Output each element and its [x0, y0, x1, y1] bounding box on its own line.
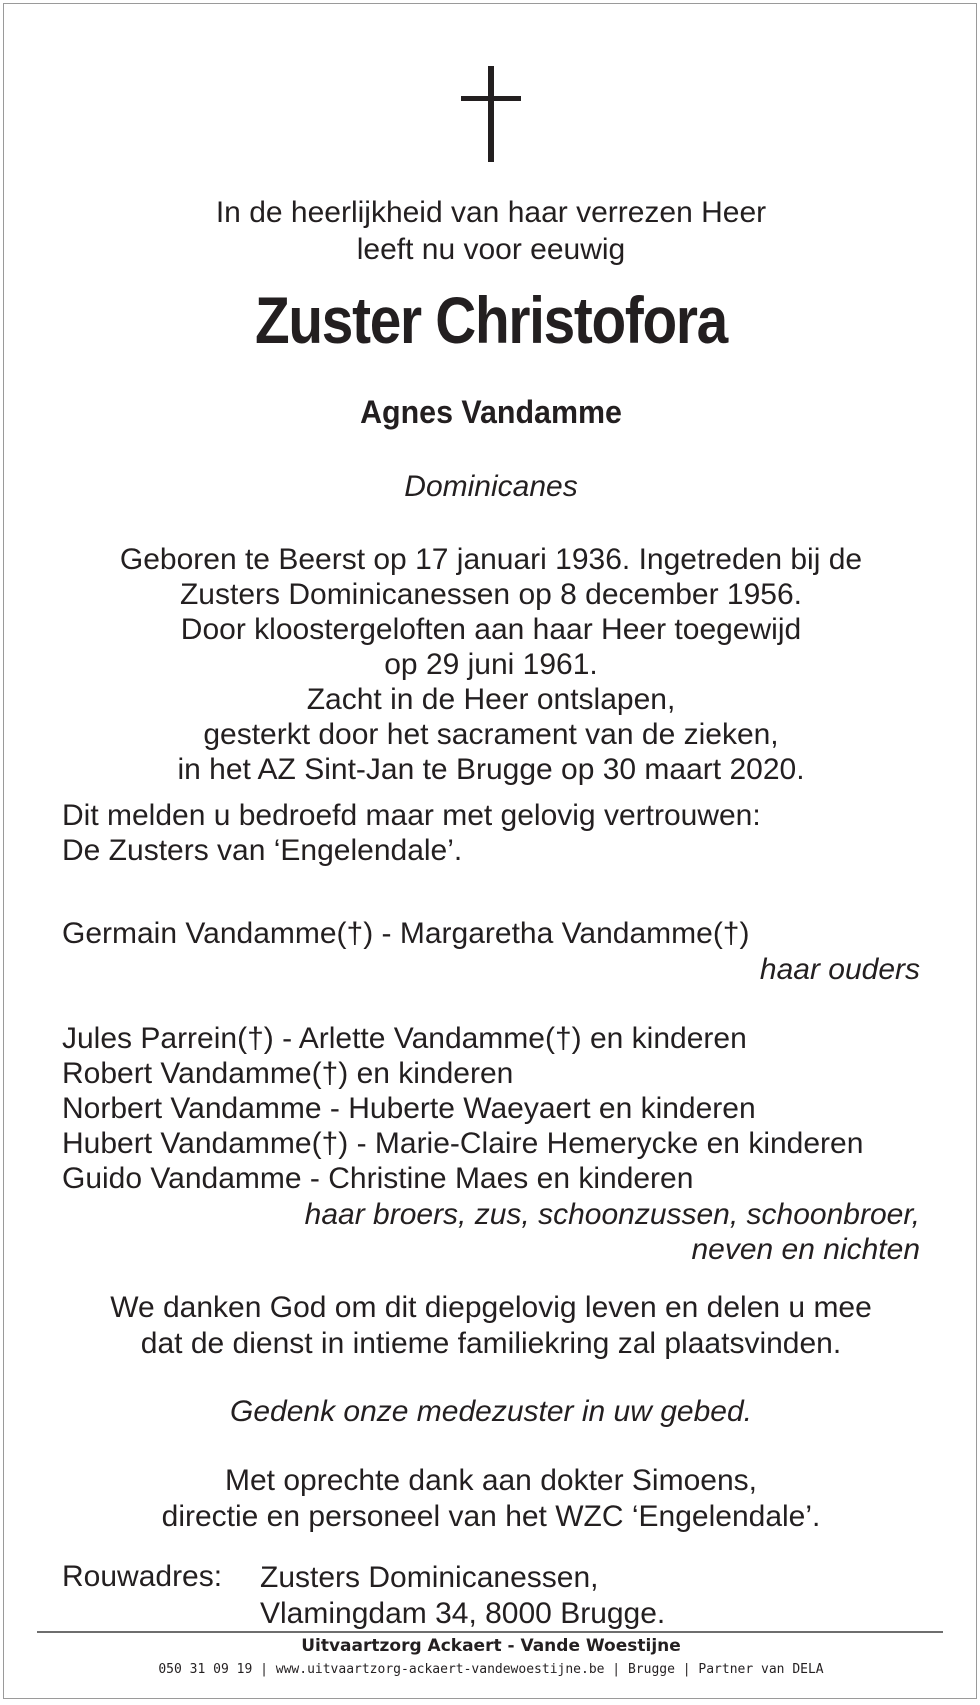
address: Zusters Dominicanessen, Vlamingdam 34, 8000 Brugge. [260, 1561, 666, 1630]
death-notice [3, 3, 977, 1699]
announcement: Dit melden u bedroefd maar met gelovig vertrouwen: De Zusters van ‘Engelendale’. [62, 799, 761, 867]
siblings-list [62, 1021, 922, 1196]
siblings-role: haar broers, zus, schoonzussen, schoonbroer, neven en nichten [304, 1198, 920, 1266]
deceased-name: Zuster Christofora [255, 283, 727, 357]
list-item: Robert Vandamme(†) en kinderen [62, 1057, 514, 1090]
religious-order: Dominicanes [404, 470, 578, 503]
parents-names: Germain Vandamme(†) - Margaretha Vandamme(†) [62, 917, 750, 950]
acknowledgement: Met oprechte dank aan dokter Simoens, directie en personeel van het WZC ‘Engelendale’. [161, 1464, 821, 1533]
divider [37, 1631, 943, 1633]
intro-text: In de heerlijkheid van haar verrezen Heer leeft nu voor eeuwig [215, 196, 767, 266]
list-item: Jules Parrein(†) - Arlette Vandamme(†) en kinderen [62, 1022, 747, 1055]
civil-name: Agnes Vandamme [360, 394, 622, 430]
address-label: Rouwadres: [62, 1560, 223, 1593]
thanks-text: We danken God om dit diepgelovig leven en delen u mee dat de dienst in intieme familiekring zal plaatsvinden. [110, 1291, 872, 1360]
list-item: Norbert Vandamme - Huberte Waeyaert en kinderen [62, 1092, 756, 1125]
parents-role: haar ouders [759, 953, 920, 986]
prayer-text: Gedenk onze medezuster in uw gebed. [230, 1395, 752, 1428]
list-item: Hubert Vandamme(†) - Marie-Claire Hemerycke en kinderen [62, 1127, 864, 1160]
biography: Geboren te Beerst op 17 januari 1936. Ingetreden bij de Zusters Dominicanessen op 8 december 1956. Door kloostergeloften aan haar Heer toegewijd op 29 juni 1961. Zacht in de Heer ontslapen, gesterkt door het sacrament van de zieken, in het AZ Sint-Jan te Brugge op 30 maart 2020. [119, 543, 863, 786]
funeral-home-info: 050 31 09 19 | www.uitvaartzorg-ackaert-vandewoestijne.be | Brugge | Partner van DELA [158, 1662, 824, 1677]
list-item: Guido Vandamme - Christine Maes en kinderen [62, 1162, 694, 1195]
funeral-home-name: Uitvaartzorg Ackaert - Vande Woestijne [301, 1636, 681, 1656]
cross-icon [461, 66, 521, 162]
